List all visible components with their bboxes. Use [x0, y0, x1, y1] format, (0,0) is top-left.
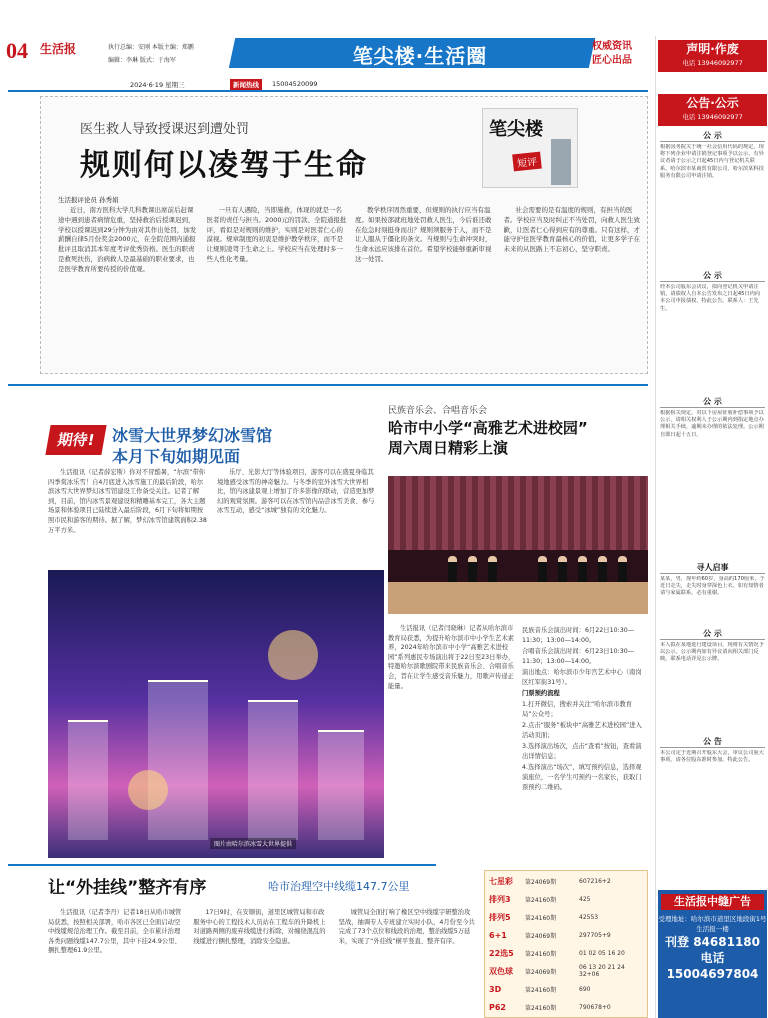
lottery-numbers: 607216+2 [579, 877, 611, 885]
ice-castle-shape [148, 680, 208, 840]
lead-title[interactable]: 规则何以凌驾于生命 [80, 149, 368, 182]
paper-name: 生活报 [40, 42, 77, 56]
ad-phone[interactable]: 84681180 [693, 935, 760, 949]
concert-step: 4.选择演出“场次”，填写预约信息，选择观演座位，一名学生可预约一名家长，获取门票预约二维码。 [522, 764, 642, 791]
notice-section-title: 公 示 [660, 270, 765, 282]
concert-kicker: 民族音乐会、合唱音乐会 [388, 406, 488, 416]
notice-header-title: 声明·作废 [686, 42, 739, 56]
lead-byline: 生活报评论员 孙秀娟 [58, 196, 119, 204]
column-tag: 短评 [512, 152, 542, 172]
editor-line: 编辑：李琳 版式：于海军 [108, 57, 176, 64]
stage-floor [388, 582, 648, 614]
lottery-name: 双色球 [489, 966, 513, 976]
lead-col-3: 教学秩序固然重要，但规则的执行应当有温度。如果按部就班地处罚救人医生，今后谁还敢在危急时刻挺身而出？规则须服务于人，而不是让人服从于僵化的条文。当规则与生命冲突时，生命永远应该排在首位。希望学校能够重新审视这一处罚。 [355, 206, 492, 263]
notice-section [660, 396, 765, 570]
organ-wall [388, 476, 648, 550]
ad-phone-label: 刊登 [665, 935, 690, 949]
lottery-numbers: 01 02 05 16 20 [579, 949, 625, 957]
waigua-title[interactable]: 让“外挂线”整齐有序 [48, 878, 207, 898]
lottery-numbers: 690 [579, 985, 591, 993]
ice-col-1: 生活报讯（记者薛宏斯）你对不冒酷暑，“尔滨”带你四季赏冰乐雪！自4月底进入冰雪施工的最后阶段，哈尔滨冰雪大世界梦幻冰雪馆建设工作备受关注。记者了解到，目前，馆内冰雪景观建设和精雕基本完工，各大主题场景和体验项目已陆续进入最后阶段，6月下旬将如期按照市民和游客的期待。据了解，梦幻冰雪馆建筑面积2.38万平方米。 [48, 469, 207, 534]
ice-col-2: 乐厅、光影大厅等体验项目，游客可以在盛夏身临其境地感受冰雪的神奇魅力。与冬季的室外冰雪大世界相比，馆内冰建景观上增加了许多影像的联动，营造更加梦幻的观赏氛围。游客可以在冰雪馆内品尝冰雪美食、参与冰雪互动，感受“冰城”独有的文化魅力。 [217, 469, 375, 515]
concert-step: 3.选择演出场次，点击“查看”按钮，查看演出详情信息； [522, 743, 642, 760]
waigua-col-1: 生活报讯（记者李丹）记者18日从哈市城管局获悉，按照相关部署，哈市各区已全面启动空中线缆规范治理工作。截至目前，全市累计治理各类问题线缆147.7公里，其中下挂24.9公里、捆扎整理61.9公里。 [48, 909, 182, 955]
lottery-numbers: 42553 [579, 913, 599, 921]
notice-section-title: 公 示 [660, 130, 765, 142]
ad-mobile-row [658, 950, 767, 982]
lottery-name: 6+1 [489, 930, 507, 940]
lottery-name: 3D [489, 984, 502, 994]
waigua-rule [8, 864, 436, 866]
lead-col-1: 近日，南方医科大学几科教课出席前后赶课途中遇到患者病情危重，坚持救治后授课迟到，学校以授课迟到29分钟为由对其作出处罚，加发薪酬自律5月份奖金2000元，在全院范围内通报批评且取消其本年度考评优秀资格。医生的职责是救死扶伤，治病救人是最基础的职业要求，也是医学教育所要传授的价值观。 [58, 206, 197, 273]
lottery-row [489, 892, 645, 906]
lottery-issue: 第24160期 [525, 914, 557, 922]
notice-section-text: 根据相关规定，对以下房屋征收补偿事项予以公示，请相关权利人于公示期内到指定地点办理相关手续，逾期未办理的依法处理。公示期自即日起十五日。 [660, 410, 764, 438]
notice-section-title: 公 示 [660, 628, 765, 640]
slogan-line-1: 权威资讯 [592, 41, 632, 52]
notice-intro [660, 76, 765, 92]
concert-title-line-1: 哈市中小学“高雅艺术进校园” [388, 419, 588, 437]
lottery-numbers: 297705+9 [579, 931, 611, 939]
waigua-col-3: 城管局全面打响了橡区空中线缆宇研整治攻坚战，抽调专人专班建立实时小队，4月份至今共完成了73个点位和线段的治理，整治线缆5万延米，实现了“外挂线”横平竖直、整齐有序。 [338, 909, 475, 945]
ice-title[interactable] [112, 425, 272, 467]
concert-body: 生活报讯（记者闫晓琳）记者从哈尔滨市教育局获悉，为提升哈尔滨市中小学生艺术素养，2024年哈尔滨市中小学“高雅艺术进校园”系列惠民专场演出将于22日至23日举办，特邀哈尔滨歌剧院带来民族音乐会、合唱音乐会，旨在让学生感受音乐魅力，用歌声传递正能量。 [388, 625, 515, 690]
notice-header-phone: 电话 13946092977 [682, 59, 743, 67]
classified-ad-box [658, 890, 767, 1018]
lottery-row [489, 874, 645, 888]
lottery-issue: 第24160期 [525, 950, 557, 958]
dateline: 2024·6·19 星期三 [130, 81, 185, 89]
lottery-numbers: 06 13 20 21 24 32+06 [579, 964, 625, 978]
lead-col-2: 一旦有人遇险，当即施救，体现的就是一名医者的责任与担当。2000元的罚款、全院通报批评，看似是对规则的维护，实则是对医者仁心的漠视。规章制度的初衷是维护教学秩序，而不是让规则凌驾于生命之上。学校应当在处理时多一些人性化考量。 [206, 206, 347, 263]
notice-header [658, 40, 767, 72]
classified-sidebar [655, 36, 768, 1018]
announcement-header-title: 公告·公示 [686, 96, 739, 110]
concert-title[interactable] [388, 418, 588, 458]
notice-section [660, 628, 765, 742]
notice-section-text: 本公司定于近期召开股东大会，审议公司重大事项，请各位股东准时参加。特此公告。 [660, 750, 764, 764]
lottery-issue: 第24069期 [525, 878, 557, 886]
ice-title-line-2: 本月下旬如期见面 [112, 447, 241, 466]
ad-phone-row [658, 934, 767, 950]
ice-castle-shape [68, 720, 108, 840]
lottery-numbers: 790678+0 [579, 1003, 611, 1011]
page-number: 04 [6, 38, 28, 63]
ad-mobile-label: 电话 [700, 951, 725, 965]
lottery-numbers: 425 [579, 895, 591, 903]
page-header [0, 0, 655, 89]
notice-section [660, 736, 765, 886]
waigua-body [48, 908, 476, 1008]
lottery-issue: 第24069期 [525, 932, 557, 940]
lottery-issue: 第24069期 [525, 968, 557, 976]
lottery-row [489, 910, 645, 924]
lottery-issue: 第24160期 [525, 1004, 557, 1012]
waigua-subtitle: 哈市治理空中线缆147.7公里 [268, 880, 410, 893]
concert-steps-title: 门票预约流程 [522, 690, 560, 697]
building-icon [551, 139, 571, 185]
lead-body [58, 206, 644, 366]
ice-castle-shape [318, 730, 364, 840]
lottery-issue: 第24160期 [525, 986, 557, 994]
ad-address: 受理地址：哈尔滨市道里区地段街1号生活报一楼 [658, 915, 767, 933]
lottery-name: 排列5 [489, 912, 511, 922]
lead-rule [8, 384, 648, 386]
ice-world-photo [48, 570, 384, 858]
slogan [592, 40, 632, 68]
notice-section [660, 562, 765, 632]
light-glow [128, 770, 168, 810]
lottery-row [489, 946, 645, 960]
light-glow [268, 630, 318, 680]
announcement-header-phone: 电话 13946092977 [682, 113, 743, 121]
section-banner: 笔尖楼·生活圈 [352, 44, 488, 68]
ice-photo-caption: 图片由哈尔滨冰雪大世界提供 [210, 838, 296, 849]
lottery-name: 七星彩 [489, 876, 513, 886]
executive-editor-line: 执行总编：安刚 本版主编：郑鹏 [108, 44, 194, 51]
concert-step: 2.点击“服务”板块中“高雅艺术进校园”进入活动页面； [522, 722, 642, 739]
notice-section-text: 经本公司股东会决议，拟向登记机关申请注销，请债权人自本公告发布之日起45日内向本公司申报债权，特此公告。联系人：王先生。 [660, 284, 760, 312]
concert-step: 1.打开微信，搜索并关注“哈尔滨市教育局”公众号； [522, 701, 633, 718]
announcement-header [658, 94, 767, 126]
notice-section-title: 公 示 [660, 396, 765, 408]
notice-section-text: 根据国务院关于统一社会信用代码的规定，现将下列企业申请注销登记事项予以公示，有异议者请于公示之日起45日内与登记机关联系。哈尔滨市某商贸有限公司、哈尔滨某科技服务有限公司申请注销。 [660, 144, 764, 179]
column-logo [482, 108, 578, 188]
concert-info-line: 民族音乐会演出时间：6月22日10:30—11:30；13:00—14:00。 [522, 627, 635, 644]
ad-mobile[interactable]: 15004697804 [666, 967, 759, 981]
lottery-row [489, 964, 645, 978]
lottery-name: 排列3 [489, 894, 511, 904]
concert-info [522, 626, 646, 794]
header-rule [8, 90, 648, 92]
hotline-label: 新闻热线 [230, 79, 262, 90]
lottery-results [484, 870, 648, 1018]
ice-castle-shape [248, 700, 298, 840]
slogan-line-2: 匠心出品 [592, 55, 632, 66]
notice-section-title: 寻人启事 [660, 562, 765, 574]
lead-subtitle: 医生救人导致授课迟到遭处罚 [80, 122, 250, 137]
waigua-col-2: 17日9时，在安顺街，道里区城管局和市政服务中心的工程技术人员站在工程车的升降机上对道路两侧的废弃线缆进行拆除，对缠绕混乱的线缆进行捆扎整理，消除安全隐患。 [193, 909, 326, 945]
lottery-row [489, 982, 645, 996]
concert-photo [388, 476, 648, 614]
ice-body [48, 468, 378, 568]
column-name: 笔尖楼 [489, 119, 543, 140]
concert-title-line-2: 周六周日精彩上演 [388, 439, 509, 457]
lottery-name: P62 [489, 1002, 506, 1012]
ice-tag: 期待! [45, 425, 106, 455]
lottery-row [489, 928, 645, 942]
concert-info-line: 合唱音乐会演出时间：6月23日10:30—11:30；13:00—14:00。 [522, 648, 635, 665]
notice-section [660, 130, 765, 270]
lead-col-4: 社会需要的是有温度的规则，有担当的医者。学校应当及时纠正不当处罚，向救人医生致歉，让医者仁心得到应有的尊重。只有这样，才能守护住医学教育最核心的价值，让更多学子在未来的从医路上不忘初心、坚守职责。 [503, 206, 640, 254]
notice-section [660, 270, 765, 394]
notice-section-title: 公 告 [660, 736, 765, 748]
notice-section-text: 某某，男，现年约60岁，身高约170厘米，于近日走失，走失时身穿深色上衣。如有知情者请与家属联系，必有重谢。 [660, 576, 765, 597]
lottery-issue: 第24160期 [525, 896, 557, 904]
hotline-number: 15004520099 [272, 80, 318, 88]
lottery-row [489, 1000, 645, 1014]
lottery-name: 22选5 [489, 948, 514, 958]
ad-title: 生活报中缝广告 [661, 894, 764, 910]
notice-section-text: 本人拟在某地进行建设项目，现将有关情况予以公示，公示期内如有异议请向相关部门反映。联系电话详见公示牌。 [660, 642, 764, 663]
ice-title-line-1: 冰雪大世界梦幻冰雪馆 [112, 426, 273, 445]
concert-info-line: 演出地点：哈尔滨市少年宫艺术中心（南岗区红军街31号）。 [522, 669, 642, 686]
